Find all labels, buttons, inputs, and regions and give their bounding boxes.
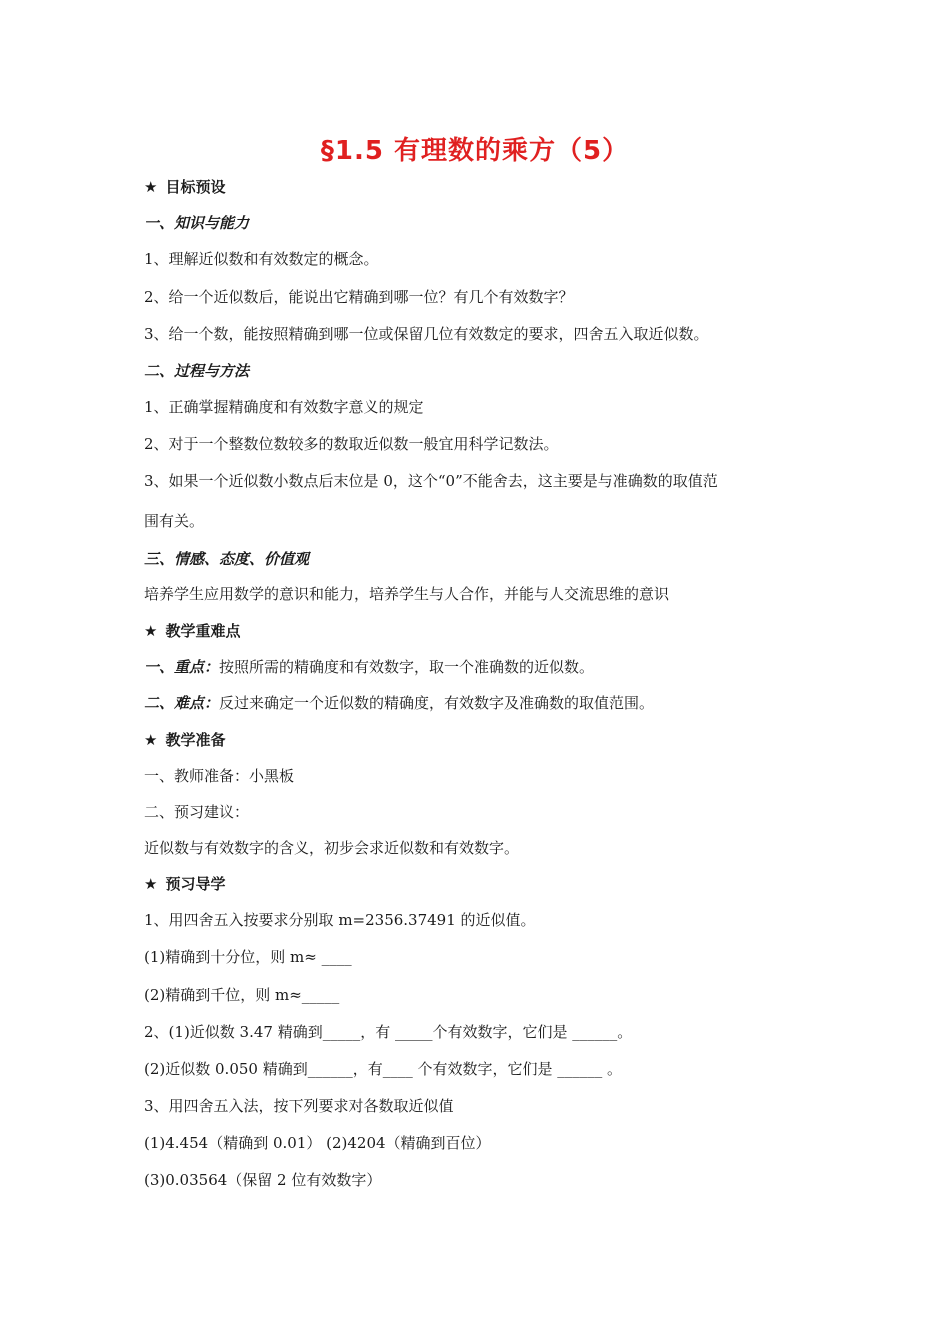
list-item: 3、给一个数，能按照精确到哪一位或保留几位有效数定的要求，四舍五入取近似数。 (144, 325, 709, 343)
list-item: 2、对于一个整数位数较多的数取近似数一般宜用科学记数法。 (144, 435, 559, 453)
goals-header: ★ 目标预设 (144, 178, 226, 196)
list-item: (1)精确到十分位，则 m≈ ____ (144, 948, 352, 966)
list-item: (2)精确到千位，则 m≈_____ (144, 986, 340, 1004)
preview-header: ★ 预习导学 (144, 875, 226, 893)
list-item: 2、(1)近似数 3.47 精确到_____，有 _____个有效数字，它们是 ______。 (144, 1023, 633, 1041)
list-item: 1、用四舍五入按要求分别取 m=2356.37491 的近似值。 (144, 911, 536, 929)
prep-header: ★ 教学准备 (144, 731, 226, 749)
list-item: 1、理解近似数和有效数定的概念。 (144, 250, 379, 268)
star-icon: ★ (144, 731, 158, 749)
star-icon: ★ (144, 622, 158, 640)
list-item: (1)4.454（精确到 0.01） (2)4204（精确到百位） (144, 1134, 491, 1152)
list-item: 3、用四舍五入法，按下列要求对各数取近似值 (144, 1097, 454, 1115)
section-title-process: 二、过程与方法 (144, 362, 250, 380)
key-point: 一、重点：按照所需的精确度和有效数字，取一个准确数的近似数。 (144, 658, 595, 676)
list-item: 3、如果一个近似数小数点后末位是 0，这个“0”不能舍去，这主要是与准确数的取值范 (144, 472, 718, 490)
list-item: 1、正确掌握精确度和有效数字意义的规定 (144, 398, 424, 416)
star-icon: ★ (144, 875, 158, 893)
section-title-knowledge: 一、知识与能力 (144, 214, 250, 232)
difficult-point: 二、难点：反过来确定一个近似数的精确度，有效数字及准确数的取值范围。 (144, 694, 655, 712)
star-icon: ★ (144, 178, 158, 196)
list-item: 2、给一个近似数后，能说出它精确到哪一位？有几个有效数字？ (144, 288, 574, 306)
list-item: (2)近似数 0.050 精确到______，有____ 个有效数字，它们是 ______ 。 (144, 1060, 623, 1078)
list-item: 围有关。 (144, 512, 205, 530)
page-title: §1.5 有理数的乘方（5） (320, 136, 630, 166)
list-item: (3)0.03564（保留 2 位有效数字） (144, 1171, 382, 1189)
list-item: 一、教师准备：小黑板 (144, 767, 295, 785)
list-item: 二、预习建议： (144, 803, 250, 821)
list-item: 近似数与有效数字的含义，初步会求近似数和有效数字。 (144, 839, 520, 857)
paragraph: 培养学生应用数学的意识和能力，培养学生与人合作，并能与人交流思维的意识 (144, 585, 670, 603)
section-title-values: 三、情感、态度、价值观 (144, 550, 310, 568)
keypoints-header: ★ 教学重难点 (144, 622, 241, 640)
